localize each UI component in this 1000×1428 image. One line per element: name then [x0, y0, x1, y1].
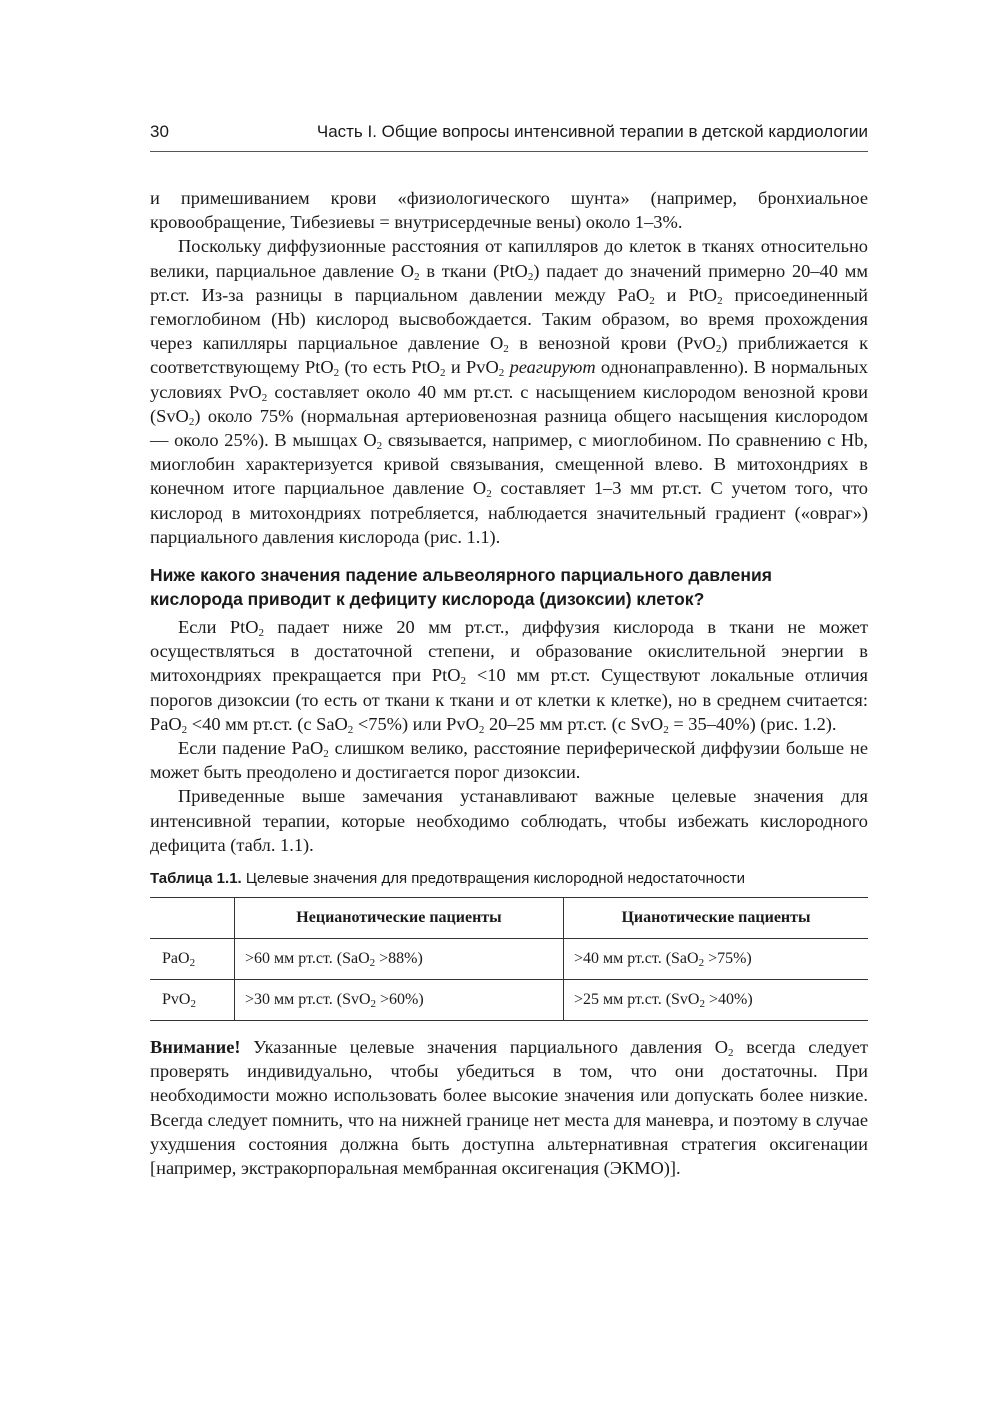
body-text	[150, 186, 868, 1180]
table-cell: >40 мм рт.ст. (SaO$_2$ >75%)	[563, 939, 868, 980]
running-header	[150, 122, 868, 152]
running-title: Часть I. Общие вопросы интенсивной терапии в детской кардиологии	[316, 122, 868, 141]
table-cell: >25 мм рт.ст. (SvO$_2$ >40%)	[563, 980, 868, 1021]
paragraph-4: Если падение PaO$_2$ слишком велико, расстояние периферической диффузии больше не может быть преодолено и достигается порог дизоксии.	[150, 738, 868, 783]
section-heading: Ниже какого значения падение альвеолярного парциального давления кислорода приводит к дефициту кислорода (дизоксии) клеток?	[150, 565, 772, 610]
table-corner-cell	[150, 898, 235, 939]
column-header-cyanotic: Цианотические пациенты	[563, 898, 868, 939]
table-header-row	[150, 898, 868, 939]
table-row	[150, 939, 868, 980]
paragraph-2: Поскольку диффузионные расстояния от капилляров до клеток в тканях относительно велики, парциальное давление $O_2$ в ткани (PtO$_2$) падает до значений примерно 20–40 мм рт.ст. Из-за разницы в парциальном давлении между PaO$_2$ и PtO$_2$ присоединенный гемоглобином (Hb) кислород высвобождается. Таким образом, во время прохождения через капилляры парциальное давление $O_2$ в венозной крови (PvO$_2$) приближается к соответствующему PtO$_2$ (то есть PtO$_2$ и PvO$_2$ реагируют однонаправленно). В нормальных условиях PvO$_2$ составляет около 40 мм рт.ст. с насыщением кислородом венозной крови (SvO$_2$) около 75% (нормальная артериовенозная разница общего насыщения кислородом — около 25%). В мышцах $O_2$ связывается, например, с миоглобином. По сравнению с Hb, миоглобин характеризуется кривой связывания, смещенной влево. В митохондриях в конечном итоге парциальное давление $O_2$ составляет 1–3 мм рт.ст. С учетом того, что кислород в митохондриях потребляется, наблюдается значительный градиент («овраг») парциального давления кислорода (рис. 1.1).	[150, 236, 868, 547]
row-header-pao2: PaO$_2$	[150, 939, 235, 980]
warning-label: Внимание!	[150, 1037, 241, 1058]
paragraph-5: Приведенные выше замечания устанавливают важные целевые значения для интенсивной терапии, которые необходимо соблюдать, чтобы избежать кислородного дефицита (табл. 1.1).	[150, 786, 868, 855]
table-cell: >60 мм рт.ст. (SaO$_2$ >88%)	[235, 939, 564, 980]
target-values-table	[150, 897, 868, 1021]
page-number: 30	[150, 122, 169, 141]
paragraph-1: и примешиванием крови «физиологического шунта» (например, бронхиальное кровообращение, Тибезиевы = внутрисердечные вены) около 1–3%.	[150, 188, 868, 233]
paragraph-3: Если PtO$_2$ падает ниже 20 мм рт.ст., диффузия кислорода в ткани не может осуществляться в достаточной степени, и образование окислительной энергии в митохондриях прекращается при PtO$_2$ <10 мм рт.ст. Существуют локальные отличия порогов дизоксии (то есть от ткани к ткани и от клетки к клетке), но в среднем считается: PaO$_2$ <40 мм рт.ст. (с SaO$_2$ <75%) или PvO$_2$ 20–25 мм рт.ст. (с SvO$_2$ = 35–40%) (рис. 1.2).	[150, 617, 868, 736]
warning-paragraph: Внимание! Указанные целевые значения парциального давления $O_2$ всегда следует проверять индивидуально, чтобы убедиться в том, что они достаточны. При необходимости можно использовать более высокие значения или допускать более низкие. Всегда следует помнить, что на нижней границе нет места для маневра, и поэтому в случае ухудшения состояния должна быть доступна альтернативная стратегия оксигенации [например, экстракорпоральная мембранная оксигенация (ЭКМО)].	[150, 1037, 868, 1179]
row-header-pvo2: PvO$_2$	[150, 980, 235, 1021]
column-header-noncyanotic: Нецианотические пациенты	[235, 898, 564, 939]
table-row	[150, 980, 868, 1021]
table-caption: Таблица 1.1. Целевые значения для предотвращения кислородной недостаточности	[150, 870, 745, 888]
table-cell: >30 мм рт.ст. (SvO$_2$ >60%)	[235, 980, 564, 1021]
